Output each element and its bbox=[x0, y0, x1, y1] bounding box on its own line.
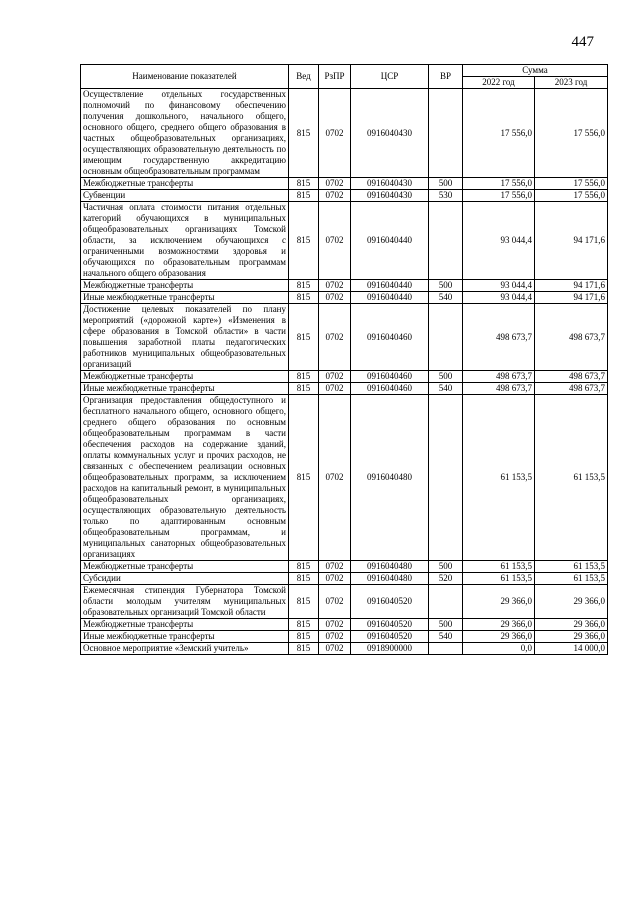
cell-ved: 815 bbox=[289, 190, 319, 202]
cell-vr: 540 bbox=[429, 631, 463, 643]
table-row bbox=[81, 190, 608, 202]
cell-vr: 500 bbox=[429, 619, 463, 631]
cell-sum-2022: 61 153,5 bbox=[463, 395, 535, 561]
cell-ved: 815 bbox=[289, 585, 319, 619]
cell-rzpr: 0702 bbox=[319, 631, 351, 643]
cell-vr: 500 bbox=[429, 561, 463, 573]
cell-vr: 540 bbox=[429, 292, 463, 304]
cell-rzpr: 0702 bbox=[319, 643, 351, 655]
cell-rzpr: 0702 bbox=[319, 292, 351, 304]
cell-vr: 520 bbox=[429, 573, 463, 585]
cell-csr: 0916040440 bbox=[351, 292, 429, 304]
cell-csr: 0916040520 bbox=[351, 631, 429, 643]
cell-rzpr: 0702 bbox=[319, 280, 351, 292]
cell-name: Организация предоставления общедоступного и бесплатного начального общего, основного общего, среднего общего образования по основным общеобразовательным программам в части обеспечения расходов на содержание зданий, оплаты коммунальных услуг и прочих расходов, не связанных с обеспечением реализации основных общеобразовательных программ, за исключением расходов на капитальный ремонт, в муниципальных общеобразовательных организациях, осуществляющих образовательную деятельность только по адаптированным основным общеобразовательным программам, и муниципальных санаторных общеобразовательных организациях bbox=[81, 395, 289, 561]
cell-sum-2023: 29 366,0 bbox=[535, 619, 608, 631]
cell-vr bbox=[429, 304, 463, 371]
header-ved: Вед bbox=[289, 65, 319, 89]
cell-name: Межбюджетные трансферты bbox=[81, 371, 289, 383]
table-row bbox=[81, 573, 608, 585]
cell-name: Осуществление отдельных государственных полномочий по финансовому обеспечению получения дошкольного, начального общего, основного общего, среднего общего образования в частных общеобразовательных организациях, осуществляющих образовательную деятельность по имеющим государственную аккредитацию основным общеобразовательным программам bbox=[81, 89, 289, 178]
cell-vr bbox=[429, 585, 463, 619]
cell-sum-2023: 17 556,0 bbox=[535, 178, 608, 190]
cell-sum-2022: 0,0 bbox=[463, 643, 535, 655]
table-row bbox=[81, 292, 608, 304]
table-row bbox=[81, 619, 608, 631]
table-row bbox=[81, 89, 608, 178]
table-body bbox=[81, 89, 608, 655]
cell-vr: 500 bbox=[429, 280, 463, 292]
table-row bbox=[81, 631, 608, 643]
cell-sum-2022: 61 153,5 bbox=[463, 573, 535, 585]
table-row bbox=[81, 395, 608, 561]
cell-name: Иные межбюджетные трансферты bbox=[81, 631, 289, 643]
cell-sum-2023: 94 171,6 bbox=[535, 202, 608, 280]
cell-sum-2023: 94 171,6 bbox=[535, 292, 608, 304]
cell-name: Основное мероприятие «Земский учитель» bbox=[81, 643, 289, 655]
cell-name: Достижение целевых показателей по плану мероприятий («дорожной карте») «Изменения в сфере образования в Томской области» в части повышения заработной платы педагогических работников муниципальных общеобразовательных организаций bbox=[81, 304, 289, 371]
budget-table bbox=[80, 64, 608, 655]
cell-sum-2022: 17 556,0 bbox=[463, 178, 535, 190]
cell-rzpr: 0702 bbox=[319, 383, 351, 395]
cell-csr: 0916040440 bbox=[351, 202, 429, 280]
cell-sum-2022: 498 673,7 bbox=[463, 304, 535, 371]
cell-sum-2023: 498 673,7 bbox=[535, 304, 608, 371]
cell-ved: 815 bbox=[289, 619, 319, 631]
cell-sum-2023: 17 556,0 bbox=[535, 89, 608, 178]
cell-vr: 530 bbox=[429, 190, 463, 202]
cell-sum-2022: 17 556,0 bbox=[463, 89, 535, 178]
cell-rzpr: 0702 bbox=[319, 619, 351, 631]
cell-csr: 0918900000 bbox=[351, 643, 429, 655]
cell-rzpr: 0702 bbox=[319, 395, 351, 561]
cell-sum-2022: 93 044,4 bbox=[463, 202, 535, 280]
page-number: 447 bbox=[571, 34, 594, 50]
cell-ved: 815 bbox=[289, 371, 319, 383]
table-row bbox=[81, 304, 608, 371]
cell-csr: 0916040480 bbox=[351, 573, 429, 585]
cell-rzpr: 0702 bbox=[319, 178, 351, 190]
cell-sum-2022: 29 366,0 bbox=[463, 631, 535, 643]
cell-ved: 815 bbox=[289, 178, 319, 190]
header-sum: Сумма bbox=[463, 65, 608, 77]
cell-sum-2022: 29 366,0 bbox=[463, 619, 535, 631]
cell-sum-2023: 61 153,5 bbox=[535, 573, 608, 585]
cell-sum-2022: 61 153,5 bbox=[463, 561, 535, 573]
cell-sum-2023: 61 153,5 bbox=[535, 395, 608, 561]
cell-rzpr: 0702 bbox=[319, 202, 351, 280]
cell-csr: 0916040480 bbox=[351, 395, 429, 561]
table-row bbox=[81, 643, 608, 655]
cell-csr: 0916040430 bbox=[351, 178, 429, 190]
header-name: Наименование показателей bbox=[81, 65, 289, 89]
cell-vr: 500 bbox=[429, 178, 463, 190]
cell-ved: 815 bbox=[289, 573, 319, 585]
table-row bbox=[81, 178, 608, 190]
header-vr: ВР bbox=[429, 65, 463, 89]
cell-csr: 0916040460 bbox=[351, 383, 429, 395]
cell-sum-2023: 61 153,5 bbox=[535, 561, 608, 573]
table-row bbox=[81, 585, 608, 619]
cell-rzpr: 0702 bbox=[319, 190, 351, 202]
cell-rzpr: 0702 bbox=[319, 371, 351, 383]
cell-csr: 0916040480 bbox=[351, 561, 429, 573]
cell-ved: 815 bbox=[289, 89, 319, 178]
cell-sum-2022: 29 366,0 bbox=[463, 585, 535, 619]
cell-rzpr: 0702 bbox=[319, 573, 351, 585]
cell-sum-2023: 498 673,7 bbox=[535, 383, 608, 395]
cell-name: Частичная оплата стоимости питания отдельных категорий обучающихся в муниципальных общеобразовательных организациях Томской области, за исключением обучающихся с ограниченными возможностями здоровья и обучающихся по образовательным программам начального общего образования bbox=[81, 202, 289, 280]
header-year-2022: 2022 год bbox=[463, 77, 535, 89]
cell-rzpr: 0702 bbox=[319, 561, 351, 573]
cell-rzpr: 0702 bbox=[319, 585, 351, 619]
cell-csr: 0916040440 bbox=[351, 280, 429, 292]
cell-vr bbox=[429, 395, 463, 561]
cell-sum-2022: 93 044,4 bbox=[463, 280, 535, 292]
cell-vr bbox=[429, 89, 463, 178]
cell-vr bbox=[429, 202, 463, 280]
cell-csr: 0916040520 bbox=[351, 619, 429, 631]
cell-sum-2023: 14 000,0 bbox=[535, 643, 608, 655]
cell-ved: 815 bbox=[289, 395, 319, 561]
cell-name: Межбюджетные трансферты bbox=[81, 178, 289, 190]
table-row bbox=[81, 561, 608, 573]
table-row bbox=[81, 280, 608, 292]
cell-vr: 500 bbox=[429, 371, 463, 383]
cell-sum-2022: 498 673,7 bbox=[463, 371, 535, 383]
table-header bbox=[81, 65, 608, 89]
header-year-2023: 2023 год bbox=[535, 77, 608, 89]
cell-csr: 0916040460 bbox=[351, 304, 429, 371]
cell-name: Субвенции bbox=[81, 190, 289, 202]
header-csr: ЦСР bbox=[351, 65, 429, 89]
cell-sum-2022: 498 673,7 bbox=[463, 383, 535, 395]
cell-ved: 815 bbox=[289, 304, 319, 371]
cell-name: Межбюджетные трансферты bbox=[81, 619, 289, 631]
cell-rzpr: 0702 bbox=[319, 89, 351, 178]
cell-ved: 815 bbox=[289, 561, 319, 573]
cell-name: Иные межбюджетные трансферты bbox=[81, 292, 289, 304]
cell-sum-2023: 498 673,7 bbox=[535, 371, 608, 383]
cell-name: Иные межбюджетные трансферты bbox=[81, 383, 289, 395]
cell-rzpr: 0702 bbox=[319, 304, 351, 371]
table-row bbox=[81, 202, 608, 280]
cell-csr: 0916040520 bbox=[351, 585, 429, 619]
cell-name: Субсидии bbox=[81, 573, 289, 585]
cell-ved: 815 bbox=[289, 383, 319, 395]
cell-name: Ежемесячная стипендия Губернатора Томской области молодым учителям муниципальных образовательных организаций Томской области bbox=[81, 585, 289, 619]
cell-csr: 0916040460 bbox=[351, 371, 429, 383]
cell-vr: 540 bbox=[429, 383, 463, 395]
cell-sum-2023: 17 556,0 bbox=[535, 190, 608, 202]
cell-vr bbox=[429, 643, 463, 655]
cell-name: Межбюджетные трансферты bbox=[81, 561, 289, 573]
cell-ved: 815 bbox=[289, 280, 319, 292]
cell-sum-2023: 94 171,6 bbox=[535, 280, 608, 292]
cell-sum-2023: 29 366,0 bbox=[535, 631, 608, 643]
cell-ved: 815 bbox=[289, 643, 319, 655]
cell-csr: 0916040430 bbox=[351, 89, 429, 178]
cell-ved: 815 bbox=[289, 631, 319, 643]
cell-sum-2022: 93 044,4 bbox=[463, 292, 535, 304]
cell-ved: 815 bbox=[289, 202, 319, 280]
cell-name: Межбюджетные трансферты bbox=[81, 280, 289, 292]
table-row bbox=[81, 371, 608, 383]
cell-csr: 0916040430 bbox=[351, 190, 429, 202]
cell-ved: 815 bbox=[289, 292, 319, 304]
table-row bbox=[81, 383, 608, 395]
header-rzpr: РзПР bbox=[319, 65, 351, 89]
cell-sum-2023: 29 366,0 bbox=[535, 585, 608, 619]
cell-sum-2022: 17 556,0 bbox=[463, 190, 535, 202]
